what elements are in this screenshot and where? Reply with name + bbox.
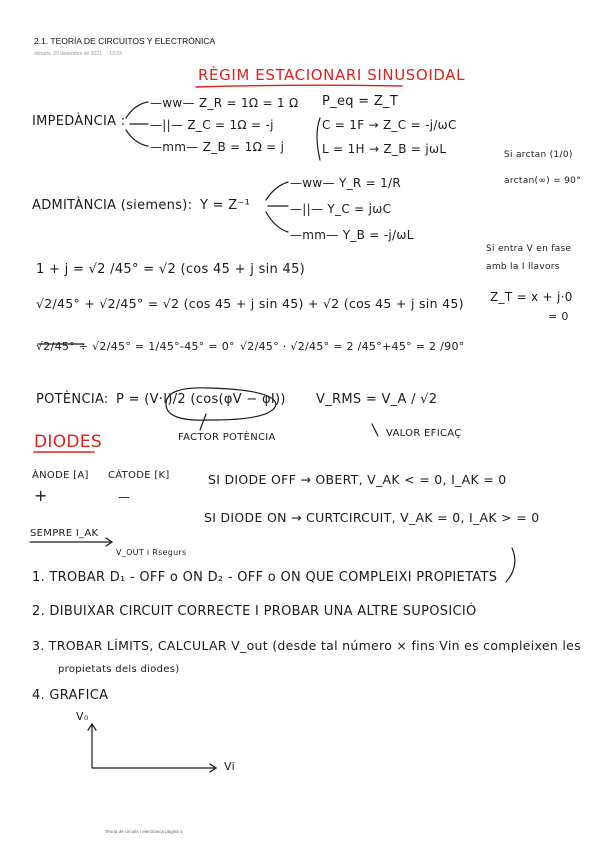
complex-line-2: √2/45° + √2/45° = √2 (cos 45 + j sin 45) + √2 (cos 45 + j sin 45) [36,296,464,311]
admittance-eq: Y = Z⁻¹ [200,198,251,213]
valor-eficac-arrow [372,424,378,436]
page-time: 13:33 [109,51,122,57]
admittance-inductor: —mm— Y_B = -j/ωL [290,228,414,242]
side-note-phase-2: amb la I llavors [486,262,560,272]
side-note-phase-4: = 0 [548,310,569,323]
impedance-resistor: —ww— Z_R = 1Ω = 1 Ω [150,96,299,110]
step-3: 3. TROBAR LÍMITS, CALCULAR V_out (desde tal número × fins Vin es compleixen les [32,638,581,653]
power-equation: P = (V·I)/2 (cos(φV − φI)) [116,392,286,407]
power-factor-loop [166,388,276,420]
impedance-peq: P_eq = Z_T [322,94,399,109]
condition-arrow [506,548,515,582]
power-factor-arrow [200,414,206,430]
graph-y-label: V₀ [76,710,89,723]
graph-x-label: Vi [224,760,235,773]
step-3-cont: propietats dels diodes) [58,664,180,675]
impedance-arrow-bot [126,130,148,146]
admittance-arrow-top [266,182,288,200]
impedance-ind-relation: L = 1H → Z_B = jωL [322,142,447,156]
power-label: POTÈNCIA: [36,392,109,407]
vrms-equation: V_RMS = V_A / √2 [316,392,438,407]
complex-line-1: 1 + j = √2 /45° = √2 (cos 45 + j sin 45) [36,262,306,277]
page-date: dimarts, 29 desembre de 2021 [34,51,102,57]
impedance-inductor: —mm— Z_B = 1Ω = j [150,140,285,154]
complex-line-3b: √2/45° · √2/45° = 2 /45°+45° = 2 /90° [240,340,465,353]
power-factor-label: FACTOR POTÈNCIA [178,432,276,443]
diode-anode-plus: + [34,486,48,505]
diode-on-rule: SI DIODE ON → CURTCIRCUIT, V_AK = 0, I_AK > = 0 [204,510,540,525]
diode-always-label: SEMPRE I_AK [30,528,99,539]
page-footer: Teoria de circuits i electrònica pàgina 1 [105,829,183,834]
side-note-arctan-2: arctan(∞) = 90° [504,176,581,186]
complex-line-3a: √2/45° ÷ √2/45° = 1/45°-45° = 0° [36,340,235,353]
diode-off-rule: SI DIODE OFF → OBERT, V_AK < = 0, I_AK = 0 [208,472,507,487]
diode-anode-label: ÀNODE [A] [32,470,89,481]
diode-vout-note: V_OUT i Rsegurs [116,548,187,557]
diode-cathode-minus: — [118,490,131,504]
step-4: 4. GRAFICA [32,688,109,703]
admittance-label: ADMITÀNCIA (siemens): [32,198,193,213]
side-note-arctan-1: Si arctan (1/0) [504,150,573,160]
step-1: 1. TROBAR D₁ - OFF o ON D₂ - OFF o ON QUE COMPLEIXI PROPIETATS [32,570,498,585]
cap-ind-bracket [317,118,320,160]
side-note-phase-3: Z_T = x + j·0 [490,290,573,304]
section-title-sinusoidal: RÈGIM ESTACIONARI SINUSOIDAL [198,66,466,84]
valor-eficac-label: VALOR EFICAÇ [386,428,462,439]
impedance-label: IMPEDÀNCIA : [32,114,126,129]
page-title: 2.1. TEORÍA DE CIRCUITOS Y ELECTRÓNICA [34,36,216,46]
impedance-arrow-top [126,102,148,118]
step-2: 2. DIBUIXAR CIRCUIT CORRECTE I PROBAR UNA ALTRE SUPOSICIÓ [32,604,477,619]
admittance-arrow-bot [266,212,288,232]
admittance-resistor: —ww— Y_R = 1/R [290,176,402,190]
diode-cathode-label: CÀTODE [K] [108,470,170,481]
side-note-phase-1: Si entra V en fase [486,244,572,254]
impedance-capacitor: —||— Z_C = 1Ω = -j [150,118,274,132]
admittance-capacitor: —||— Y_C = jωC [290,202,392,216]
title-underline [196,85,402,87]
impedance-cap-relation: C = 1F → Z_C = -j/ωC [322,118,457,132]
section-title-diodes: DIODES [34,432,102,452]
